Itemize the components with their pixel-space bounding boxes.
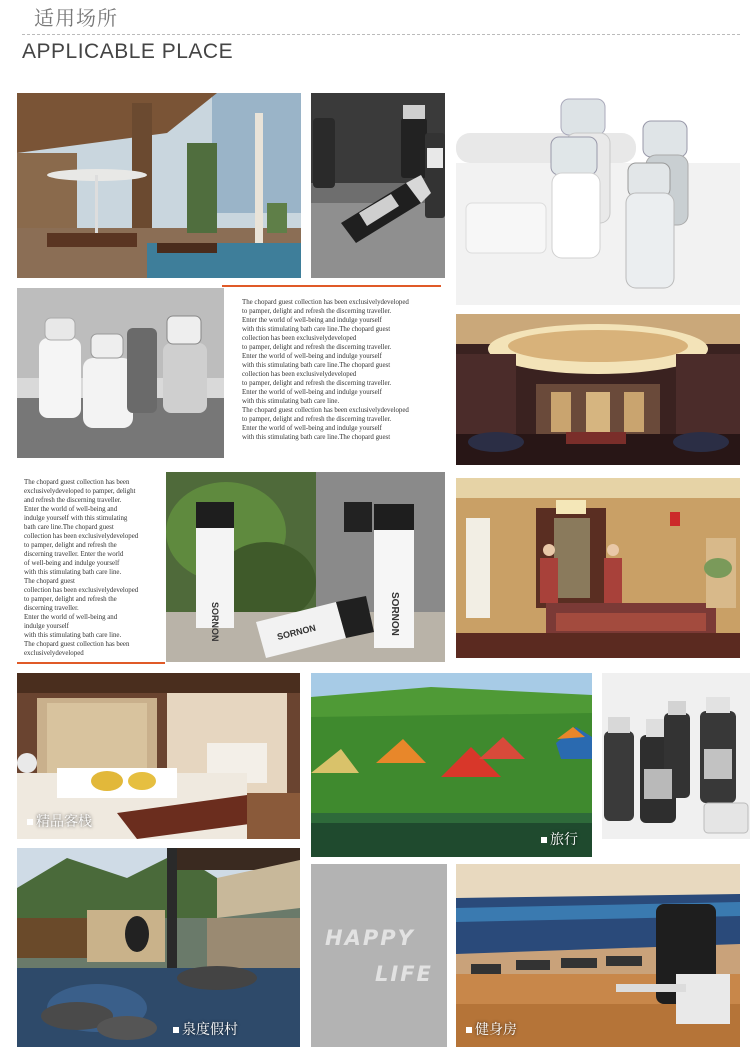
blurb-line: The chopard guest collection has been (24, 641, 130, 648)
photo-massage-room (456, 478, 740, 658)
bottle-brand-label: SORNON (210, 602, 220, 642)
blurb-line: Enter the world of well-being and indulge yourself (242, 425, 382, 432)
photo-camping (311, 673, 592, 857)
blurb-line: discerning traveller. (24, 605, 79, 612)
photo-hot-spring-resort (17, 848, 300, 1047)
blurb-line: to pamper, delight and refresh the discerning traveller. (242, 308, 392, 315)
bottle-brand-label: SORNON (389, 592, 400, 636)
blurb-line: with this stimulating bath care line.The chopard guest (242, 326, 391, 333)
blurb-line: Enter the world of well-being and (24, 506, 118, 513)
blurb-line: The chopard guest (24, 578, 75, 585)
blurb-line: indulge yourself (24, 623, 69, 630)
blurb-line: with this stimulating bath care line.The chopard guest (242, 434, 391, 441)
blurb-line: with this stimulating bath care line. (24, 569, 122, 576)
caption-gym (466, 1019, 517, 1039)
bottle-brand-label: SORNON (276, 622, 317, 642)
blurb-line: The chopard guest collection has been exclusivelydeveloped (242, 299, 409, 306)
accent-line-bottom (17, 662, 165, 664)
blurb-line: collection has been exclusivelydeveloped (242, 371, 357, 378)
header-divider (22, 34, 740, 35)
photo-sornon-bottles (166, 472, 445, 662)
blurb-line: indulge yourself with this stimulating (24, 515, 128, 522)
blurb-line: to pamper, delight and refresh the (24, 542, 117, 549)
caption-bullet (541, 837, 547, 843)
blurb-line: collection has been exclusivelydeveloped (24, 533, 139, 540)
photo-nature-bottles (602, 673, 750, 839)
blurb-line: bath care line.The chopard guest (24, 524, 114, 531)
caption-bullet (27, 819, 33, 825)
blurb-line: Enter the world of well-being and indulge yourself (242, 353, 382, 360)
blurb-line: to pamper, delight and refresh the discerning traveller. (242, 416, 392, 423)
caption-travel (541, 829, 578, 849)
caption-bullet (173, 1027, 179, 1033)
photo-boutique-hotel (17, 673, 300, 839)
blurb-line: with this stimulating bath care line.The chopard guest (242, 362, 391, 369)
caption-text: 健身房 (475, 1021, 517, 1037)
photo-spa-lobby (456, 314, 740, 465)
caption-bullet (466, 1027, 472, 1033)
happy-life-tile (311, 864, 447, 1047)
blurb-line: with this stimulating bath care line. (242, 398, 340, 405)
caption-text: 泉度假村 (182, 1021, 238, 1037)
section-title-cn: 适用场所 (34, 8, 118, 30)
caption-text: 精品客栈 (36, 813, 92, 829)
blurb-line: to pamper, delight and refresh the (24, 596, 117, 603)
caption-text: 旅行 (550, 831, 578, 847)
product-description-block (242, 298, 442, 448)
blurb-line: with this stimulating bath care line. (24, 632, 122, 639)
accent-line-top (222, 285, 441, 287)
section-title-en: APPLICABLE PLACE (22, 40, 234, 63)
blurb-line: and refresh the discerning traveller. (24, 497, 122, 504)
happy-text: HAPPY (325, 926, 415, 950)
blurb-line: The chopard guest collection has been exclusivelydeveloped (242, 407, 409, 414)
blurb-line: exclusivelydeveloped (24, 650, 84, 657)
blurb-line: Enter the world of well-being and (24, 614, 118, 621)
blurb-line: collection has been exclusivelydeveloped (24, 587, 139, 594)
photo-gym (456, 864, 740, 1047)
caption-hot-spring-resort (173, 1019, 238, 1039)
photo-bottles-granite (17, 288, 224, 458)
blurb-line: to pamper, delight and refresh the discerning traveller. (242, 380, 392, 387)
photo-terrace-restaurant (17, 93, 301, 278)
caption-boutique-hotel (27, 811, 92, 831)
blurb-line: Enter the world of well-being and indulge yourself (242, 389, 382, 396)
photo-amenity-bottles-white (456, 93, 740, 305)
blurb-line: collection has been exclusivelydeveloped (242, 335, 357, 342)
blurb-line: Enter the world of well-being and indulge yourself (242, 317, 382, 324)
blurb-line: discerning traveller. Enter the world (24, 551, 124, 558)
blurb-line: exclusivelydeveloped to pamper, delight (24, 488, 136, 495)
blurb-line: The chopard guest collection has been (24, 479, 130, 486)
photo-bottles-bw (311, 93, 445, 278)
blurb-line: to pamper, delight and refresh the discerning traveller. (242, 344, 392, 351)
life-text: LIFE (375, 962, 433, 986)
blurb-line: of well-being and indulge yourself (24, 560, 120, 567)
product-description-block-2 (24, 478, 164, 658)
